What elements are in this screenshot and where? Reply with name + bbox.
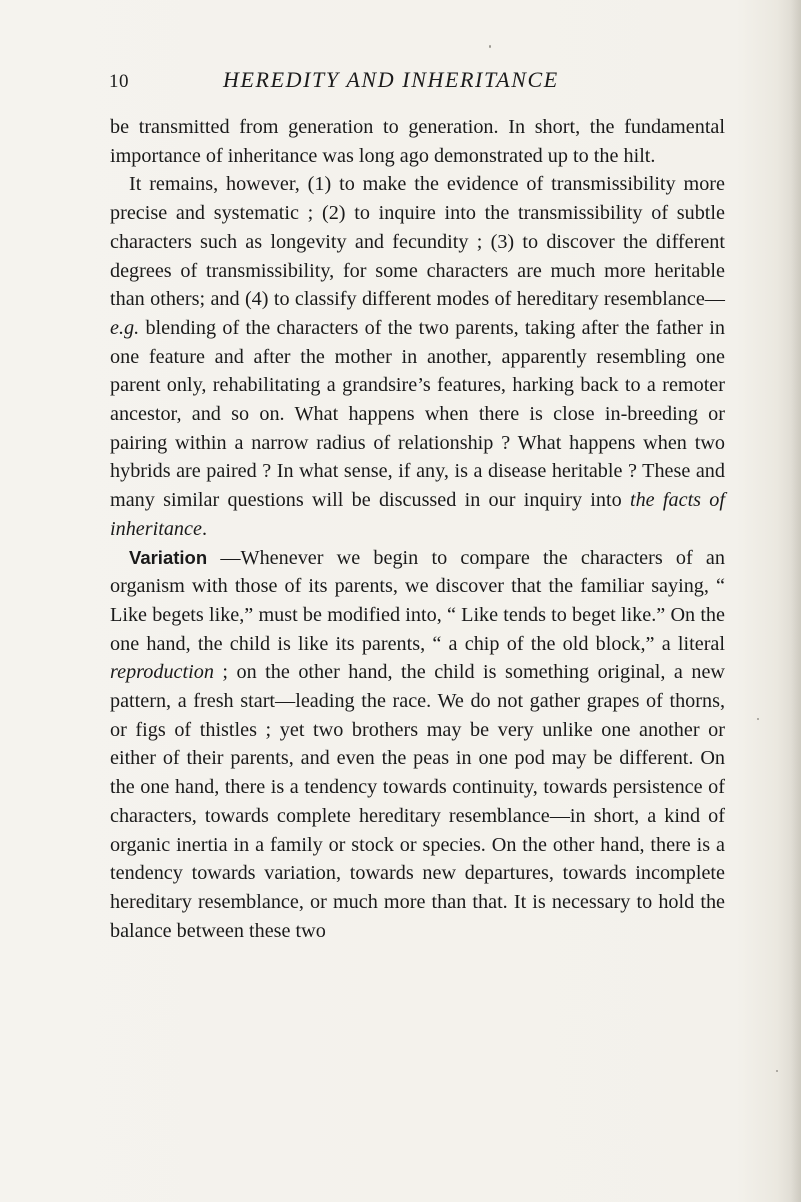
page-number: 10 — [109, 71, 129, 92]
paper-speck — [776, 1070, 778, 1072]
paragraph-variation — [110, 544, 725, 946]
paragraph-2-continued: blending of the characters of the two parents, taking after the father in one feature and after the mother in another, apparently resembling one parent only, rehabilitating a grandsire’s features, harking back to a remoter ancestor, and so on. What happens when there is close in-breeding or pairing within a narrow radius of relationship ? What happens when two hybrids are paired ? In what sense, if any, is a disease heritable ? These and many similar questions will be discussed in our inquiry into — [110, 316, 725, 512]
paragraph-1 — [110, 113, 725, 170]
page-edge-shadow — [791, 0, 801, 1202]
running-title: HEREDITY AND INHERITANCE — [223, 67, 559, 92]
side-heading-variation: Variation — [129, 546, 208, 568]
eg-abbreviation: e.g. — [110, 316, 140, 339]
paragraph-1-text: be transmitted from generation to generation. In short, the fundamental importance of inheritance was long ago demonstrated up to the hilt. — [110, 116, 725, 167]
paragraph-variation-text: —Whenever we begin to compare the characters of an organism with those of its parents, we discover that the familiar saying, “ Like begets like,” must be modified into, “ Like tends to beget like.” On the one hand, the child is like its parents, “ a chip of the old block,” a literal — [110, 546, 725, 655]
facts-of-inheritance-emphasis: the facts of inheritance — [110, 489, 726, 540]
paragraph-2-end: . — [201, 517, 207, 540]
paragraph-2 — [110, 170, 725, 543]
paragraph-variation-text-2: ; on the other hand, the child is something original, a new pattern, a fresh start—leading the race. We do not gather grapes of thorns, or figs of thistles ; yet two brothers may be very unlike one another or either of their parents, and even the peas in one pod may be different. On the one hand, there is a tendency towards continuity, towards persistence of characters, towards complete hereditary resemblance—in short, a kind of organic inertia in a family or stock or species. On the other hand, there is a tendency towards variation, towards new departures, towards incomplete hereditary resemblance, or much more than that. It is necessary to hold the balance between these two — [110, 661, 725, 942]
paper-speck — [489, 45, 491, 48]
reproduction-emphasis: reproduction — [110, 661, 214, 684]
running-head — [109, 65, 729, 99]
paragraph-2-text: It remains, however, (1) to make the evidence of transmissibility more precise and systematic ; (2) to inquire into the transmissibility of subtle characters such as longevity and fecundity ; (3) to discover the different degrees of transmissibility, for some characters are much more heritable than others; and (4) to classify different modes of hereditary resemblance— — [110, 173, 725, 311]
paper-speck — [757, 718, 759, 720]
body-text — [110, 113, 725, 945]
